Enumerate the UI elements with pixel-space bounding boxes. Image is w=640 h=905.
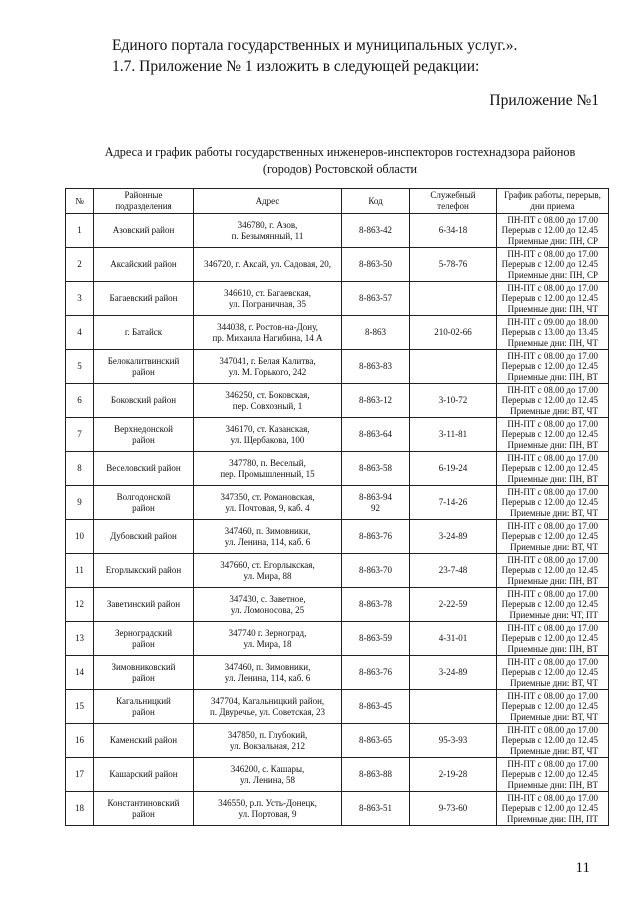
table-row: [66, 520, 609, 554]
address-line-1: 347460, п. Зимовники,: [224, 525, 311, 536]
schedule-reception-days: Приемные дни: ПН, ВТ: [507, 575, 598, 586]
table-row: [66, 724, 609, 758]
table-row: [66, 350, 609, 384]
schedule-break: Перерыв с 12.00 до 12.45: [501, 225, 598, 236]
address-cell: [194, 520, 342, 554]
schedule-cell: [497, 792, 609, 826]
code-cell: [342, 350, 410, 384]
unit-line-1: Зимовниковский: [111, 661, 176, 672]
code-line-1: 8-863-12: [359, 395, 392, 405]
table-row: [66, 792, 609, 826]
code-line-1: 8-863-45: [359, 701, 392, 711]
schedule-reception-days: Приемные дни: ПН, СР: [507, 235, 598, 246]
schedule-cell: [497, 316, 609, 350]
table-title-line-2: (городов) Ростовской области: [262, 162, 418, 176]
schedule-break: Перерыв с 12.00 до 12.45: [501, 463, 598, 474]
schedule-cell: [497, 622, 609, 656]
phone-cell: [410, 350, 497, 384]
phone-cell: 2-19-28: [410, 758, 497, 792]
address-cell: [194, 724, 342, 758]
code-line-1: 8-863-94: [359, 491, 392, 502]
schedule-cell: [497, 418, 609, 452]
header-unit-line-2: подразделения: [115, 201, 172, 211]
schedule-break: Перерыв с 12.00 до 12.45: [501, 735, 598, 746]
code-cell: [342, 690, 410, 724]
address-line-1: 347041, г. Белая Калитва,: [219, 355, 316, 366]
schedule-break: Перерыв с 12.00 до 12.45: [501, 803, 598, 814]
header-schedule-line-2: дни приема: [530, 201, 575, 211]
code-cell: [342, 282, 410, 316]
schedule-reception-days: Приемные дни: ВТ, ЧТ: [510, 405, 598, 416]
unit-cell: [94, 350, 194, 384]
phone-cell: [410, 690, 497, 724]
phone-cell: 3-24-89: [410, 520, 497, 554]
schedule-cell: [497, 452, 609, 486]
unit-line-1: Константиновский: [107, 797, 180, 808]
address-cell: [194, 622, 342, 656]
code-cell: [342, 588, 410, 622]
schedule-cell: [497, 248, 609, 282]
schedule-hours: ПН-ПТ с 08.00 до 17.00: [507, 724, 598, 735]
header-phone-line-1: Служебный: [430, 190, 476, 200]
address-line-2: ул. М. Горького, 242: [228, 366, 307, 377]
address-cell: [194, 758, 342, 792]
table-row: [66, 248, 609, 282]
schedule-hours: ПН-ПТ с 08.00 до 17.00: [507, 282, 598, 293]
schedule-hours: ПН-ПТ с 08.00 до 17.00: [507, 418, 598, 429]
schedule-break: Перерыв с 12.00 до 12.45: [501, 395, 598, 406]
schedule-cell: [497, 384, 609, 418]
address-cell: [194, 452, 342, 486]
code-line-2: 92: [371, 502, 380, 513]
schedule-cell: [497, 758, 609, 792]
schedule-break: Перерыв с 12.00 до 12.45: [501, 531, 598, 542]
unit-cell: [94, 520, 194, 554]
unit-line-2: район: [132, 434, 155, 445]
schedule-break: Перерыв с 12.00 до 12.45: [501, 259, 598, 270]
unit-line-1: Верхнедонской: [114, 423, 173, 434]
address-line-1: 347430, с. Заветное,: [229, 593, 306, 604]
address-line-1: 346200, с. Кашары,: [230, 763, 305, 774]
unit-line-1: Заветинский район: [106, 599, 181, 609]
code-line-1: 8-863-70: [359, 565, 392, 575]
code-line-1: 8-863-51: [359, 803, 392, 813]
schedule-hours: ПН-ПТ с 08.00 до 17.00: [507, 214, 598, 225]
unit-cell: [94, 724, 194, 758]
unit-cell: [94, 656, 194, 690]
code-line-1: 8-863-50: [359, 259, 392, 269]
address-cell: [194, 316, 342, 350]
row-number: 12: [66, 588, 94, 622]
address-line-2: ул. Вокзальная, 212: [229, 740, 306, 751]
row-number: 14: [66, 656, 94, 690]
table-body: [66, 214, 609, 826]
address-line-1: 347740 г. Зерноград,: [228, 627, 307, 638]
address-line-2: пер. Промышленный, 15: [220, 468, 315, 479]
schedule-hours: ПН-ПТ с 08.00 до 17.00: [507, 792, 598, 803]
unit-cell: [94, 418, 194, 452]
inspectors-table: [65, 188, 609, 826]
address-cell: [194, 350, 342, 384]
schedule-break: Перерыв с 12.00 до 12.45: [501, 429, 598, 440]
schedule-cell: [497, 588, 609, 622]
phone-cell: 3-10-72: [410, 384, 497, 418]
unit-line-1: Зерноградский: [114, 627, 173, 638]
code-line-1: 8-863-78: [359, 599, 392, 609]
phone-cell: 9-73-60: [410, 792, 497, 826]
schedule-break: Перерыв с 12.00 до 12.45: [501, 769, 598, 780]
address-cell: [194, 588, 342, 622]
header-address: Адрес: [194, 189, 342, 214]
row-number: 16: [66, 724, 94, 758]
schedule-break: Перерыв с 13.00 до 13.45: [501, 327, 598, 338]
unit-line-1: Каменский район: [109, 735, 178, 745]
schedule-hours: ПН-ПТ с 08.00 до 17.00: [507, 588, 598, 599]
address-line-1: 346250, ст. Боковская,: [225, 389, 310, 400]
schedule-hours: ПН-ПТ с 08.00 до 17.00: [507, 656, 598, 667]
schedule-hours: ПН-ПТ с 09.00 до 18.00: [507, 316, 598, 327]
code-line-1: 8-863-88: [359, 769, 392, 779]
code-cell: [342, 554, 410, 588]
address-line-2: ул. Щербакова, 100: [230, 434, 305, 445]
address-line-2: ул. Портовая, 9: [238, 808, 297, 819]
table-row: [66, 656, 609, 690]
intro-line-2: 1.7. Приложение № 1 изложить в следующей редакции:: [112, 58, 480, 75]
code-line-1: 8-863-83: [359, 361, 392, 371]
header-schedule-line-1: График работы, перерыв,: [504, 190, 601, 200]
code-cell: [342, 418, 410, 452]
unit-line-1: Аксайский район: [110, 259, 177, 269]
address-line-1: 347850, п. Глубокий,: [227, 729, 308, 740]
row-number: 11: [66, 554, 94, 588]
unit-cell: [94, 758, 194, 792]
address-line-1: 344038, г. Ростов-на-Дону,: [217, 321, 318, 332]
address-cell: [194, 282, 342, 316]
table-title-line-1: Адреса и график работы государственных инженеров-инспекторов гостехнадзора районов: [104, 145, 576, 159]
schedule-break: Перерыв с 12.00 до 12.45: [501, 497, 598, 508]
code-line-1: 8-863-59: [359, 633, 392, 643]
address-line-1: 347460, п. Зимовники,: [224, 661, 311, 672]
table-row: [66, 554, 609, 588]
unit-line-2: район: [132, 672, 155, 683]
address-line-2: п. Безымянный, 11: [231, 230, 304, 241]
row-number: 7: [66, 418, 94, 452]
code-line-1: 8-863-65: [359, 735, 392, 745]
unit-line-1: Веселовский район: [106, 463, 181, 473]
address-line-1: 346780, г. Азов,: [237, 219, 298, 230]
code-cell: [342, 724, 410, 758]
schedule-break: Перерыв с 12.00 до 12.45: [501, 599, 598, 610]
phone-cell: 5-78-76: [410, 248, 497, 282]
schedule-hours: ПН-ПТ с 08.00 до 17.00: [507, 622, 598, 633]
code-cell: [342, 214, 410, 248]
schedule-hours: ПН-ПТ с 08.00 до 17.00: [507, 248, 598, 259]
schedule-hours: ПН-ПТ с 08.00 до 17.00: [507, 486, 598, 497]
schedule-cell: [497, 554, 609, 588]
table-row: [66, 418, 609, 452]
table-title: [60, 144, 620, 178]
code-line-1: 8-863-58: [359, 463, 392, 473]
appendix-label: Приложение №1: [489, 92, 599, 109]
schedule-hours: ПН-ПТ с 08.00 до 17.00: [507, 350, 598, 361]
unit-line-1: Белокалитвинский: [107, 355, 180, 366]
unit-line-1: г. Батайск: [124, 327, 163, 337]
phone-cell: 23-7-48: [410, 554, 497, 588]
unit-line-2: район: [132, 706, 155, 717]
schedule-cell: [497, 214, 609, 248]
code-line-1: 8-863: [365, 327, 386, 337]
address-line-2: п. Двуречье, ул. Советская, 23: [210, 706, 325, 717]
address-line-2: ул. Мира, 88: [243, 570, 292, 581]
phone-cell: 210-02-66: [410, 316, 497, 350]
row-number: 15: [66, 690, 94, 724]
table-row: [66, 758, 609, 792]
schedule-reception-days: Приемные дни: ПН, ВТ: [507, 779, 598, 790]
address-cell: [194, 486, 342, 520]
schedule-reception-days: Приемные дни: ВТ, ЧТ: [510, 677, 598, 688]
address-line-1: 347780, п. Веселый,: [229, 457, 306, 468]
address-line-1: 346170, ст. Казанская,: [225, 423, 310, 434]
address-line-2: ул. Пограничная, 35: [229, 298, 306, 309]
row-number: 2: [66, 248, 94, 282]
phone-cell: [410, 282, 497, 316]
address-line-2: ул. Почтовая, 9, каб. 4: [225, 502, 310, 513]
unit-cell: [94, 554, 194, 588]
address-cell: [194, 656, 342, 690]
unit-cell: [94, 486, 194, 520]
schedule-cell: [497, 486, 609, 520]
unit-line-1: Егорлыкский район: [105, 565, 182, 575]
schedule-reception-days: Приемные дни: ПН, ЧТ: [507, 337, 598, 348]
code-cell: [342, 758, 410, 792]
schedule-break: Перерыв с 12.00 до 12.45: [501, 667, 598, 678]
schedule-reception-days: Приемные дни: ПН, ВТ: [507, 439, 598, 450]
unit-cell: [94, 792, 194, 826]
schedule-hours: ПН-ПТ с 08.00 до 17.00: [507, 690, 598, 701]
row-number: 18: [66, 792, 94, 826]
code-cell: [342, 384, 410, 418]
unit-line-2: район: [132, 638, 155, 649]
phone-cell: 3-11-81: [410, 418, 497, 452]
table-row: [66, 690, 609, 724]
table-header-row: [66, 189, 609, 214]
code-cell: [342, 452, 410, 486]
unit-cell: [94, 214, 194, 248]
schedule-cell: [497, 656, 609, 690]
address-cell: [194, 690, 342, 724]
schedule-break: Перерыв с 12.00 до 12.45: [501, 701, 598, 712]
address-cell: [194, 214, 342, 248]
code-cell: [342, 656, 410, 690]
unit-line-1: Багаевский район: [109, 293, 178, 303]
unit-line-2: район: [132, 366, 155, 377]
unit-line-1: Волгодонской: [116, 491, 171, 502]
schedule-cell: [497, 724, 609, 758]
unit-line-1: Кагальницкий: [116, 695, 171, 706]
table-row: [66, 316, 609, 350]
header-phone-line-2: телефон: [437, 201, 469, 211]
schedule-reception-days: Приемные дни: ПН, ВТ: [507, 643, 598, 654]
schedule-break: Перерыв с 12.00 до 12.45: [501, 293, 598, 304]
address-line-2: ул. Ленина, 58: [239, 774, 296, 785]
table-row: [66, 384, 609, 418]
table-row: [66, 282, 609, 316]
schedule-hours: ПН-ПТ с 08.00 до 17.00: [507, 384, 598, 395]
schedule-reception-days: Приемные дни: ПН, ПТ: [506, 813, 598, 824]
unit-line-1: Кашарский район: [109, 769, 178, 779]
unit-cell: [94, 282, 194, 316]
unit-line-1: Азовский район: [112, 225, 175, 235]
unit-cell: [94, 622, 194, 656]
header-unit-line-1: Районные: [124, 190, 163, 200]
phone-cell: 4-31-01: [410, 622, 497, 656]
schedule-cell: [497, 282, 609, 316]
code-cell: [342, 248, 410, 282]
schedule-break: Перерыв с 12.00 до 12.45: [501, 633, 598, 644]
row-number: 17: [66, 758, 94, 792]
schedule-break: Перерыв с 12.00 до 12.45: [501, 361, 598, 372]
schedule-reception-days: Приемные дни: ВТ, ЧТ: [510, 711, 598, 722]
intro-line-1: Единого портала государственных и муниципальных услуг.».: [112, 37, 518, 54]
address-line-2: пр. Михаила Нагибина, 14 А: [212, 332, 323, 343]
schedule-reception-days: Приемные дни: ПН, ЧТ: [507, 303, 598, 314]
address-line-1: 347704, Кагальницкий район,: [210, 695, 325, 706]
unit-cell: [94, 588, 194, 622]
schedule-reception-days: Приемные дни: ПН, ВТ: [507, 371, 598, 382]
phone-cell: 7-14-26: [410, 486, 497, 520]
header-phone: [410, 189, 497, 214]
schedule-cell: [497, 690, 609, 724]
address-line-2: ул. Ленина, 114, каб. 6: [224, 672, 311, 683]
code-line-1: 8-863-76: [359, 667, 392, 677]
address-cell: [194, 418, 342, 452]
schedule-reception-days: Приемные дни: ВТ, ЧТ: [510, 507, 598, 518]
phone-cell: 95-3-93: [410, 724, 497, 758]
code-cell: [342, 520, 410, 554]
schedule-hours: ПН-ПТ с 08.00 до 17.00: [507, 452, 598, 463]
address-cell: [194, 248, 342, 282]
unit-cell: [94, 452, 194, 486]
phone-cell: 6-19-24: [410, 452, 497, 486]
table-row: [66, 452, 609, 486]
phone-cell: 2-22-59: [410, 588, 497, 622]
unit-cell: [94, 248, 194, 282]
address-line-2: пер. Совхозный, 1: [232, 400, 303, 411]
header-num: №: [66, 189, 94, 214]
code-cell: [342, 622, 410, 656]
address-cell: [194, 384, 342, 418]
page-number: 11: [575, 860, 590, 876]
schedule-reception-days: Приемные дни: ВТ, ЧТ: [510, 745, 598, 756]
header-schedule: [497, 189, 609, 214]
address-line-2: ул. Мира, 18: [243, 638, 292, 649]
unit-cell: [94, 690, 194, 724]
schedule-hours: ПН-ПТ с 08.00 до 17.00: [507, 520, 598, 531]
address-cell: [194, 792, 342, 826]
table-row: [66, 588, 609, 622]
row-number: 1: [66, 214, 94, 248]
unit-line-1: Боковский район: [110, 395, 177, 405]
code-cell: [342, 486, 410, 520]
schedule-reception-days: Приемные дни: ВТ, ЧТ: [510, 541, 598, 552]
code-line-1: 8-863-76: [359, 531, 392, 541]
address-line-1: 346720, г. Аксай, ул. Садовая, 20,: [204, 259, 331, 269]
row-number: 3: [66, 282, 94, 316]
code-line-1: 8-863-42: [359, 225, 392, 235]
unit-cell: [94, 384, 194, 418]
row-number: 8: [66, 452, 94, 486]
phone-cell: 3-24-89: [410, 656, 497, 690]
header-unit: [94, 189, 194, 214]
row-number: 6: [66, 384, 94, 418]
unit-cell: [94, 316, 194, 350]
unit-line-2: район: [132, 808, 155, 819]
address-line-2: ул. Ленина, 114, каб. 6: [224, 536, 311, 547]
address-line-1: 347350, ст. Романовская,: [220, 491, 315, 502]
schedule-reception-days: Приемные дни: ЧТ, ПТ: [509, 609, 598, 620]
table-row: [66, 214, 609, 248]
code-cell: [342, 792, 410, 826]
address-line-2: ул. Ломоносова, 25: [230, 604, 305, 615]
schedule-break: Перерыв с 12.00 до 12.45: [501, 565, 598, 576]
row-number: 9: [66, 486, 94, 520]
code-cell: [342, 316, 410, 350]
schedule-cell: [497, 520, 609, 554]
schedule-cell: [497, 350, 609, 384]
row-number: 5: [66, 350, 94, 384]
address-line-1: 346550, р.п. Усть-Донецк,: [218, 797, 317, 808]
unit-line-2: район: [132, 502, 155, 513]
phone-cell: 6-34-18: [410, 214, 497, 248]
schedule-hours: ПН-ПТ с 08.00 до 17.00: [507, 554, 598, 565]
address-cell: [194, 554, 342, 588]
schedule-hours: ПН-ПТ с 08.00 до 17.00: [507, 758, 598, 769]
schedule-reception-days: Приемные дни: ПН, ВТ: [507, 473, 598, 484]
table-row: [66, 622, 609, 656]
address-line-1: 347660, ст. Егорлыкская,: [220, 559, 315, 570]
code-line-1: 8-863-64: [359, 429, 392, 439]
header-code: Код: [342, 189, 410, 214]
schedule-reception-days: Приемные дни: ПН, СР: [507, 269, 598, 280]
code-line-1: 8-863-57: [359, 293, 392, 303]
table-row: [66, 486, 609, 520]
row-number: 10: [66, 520, 94, 554]
unit-line-1: Дубовский район: [110, 531, 177, 541]
row-number: 13: [66, 622, 94, 656]
address-line-1: 346610, ст. Багаевская,: [224, 287, 311, 298]
row-number: 4: [66, 316, 94, 350]
